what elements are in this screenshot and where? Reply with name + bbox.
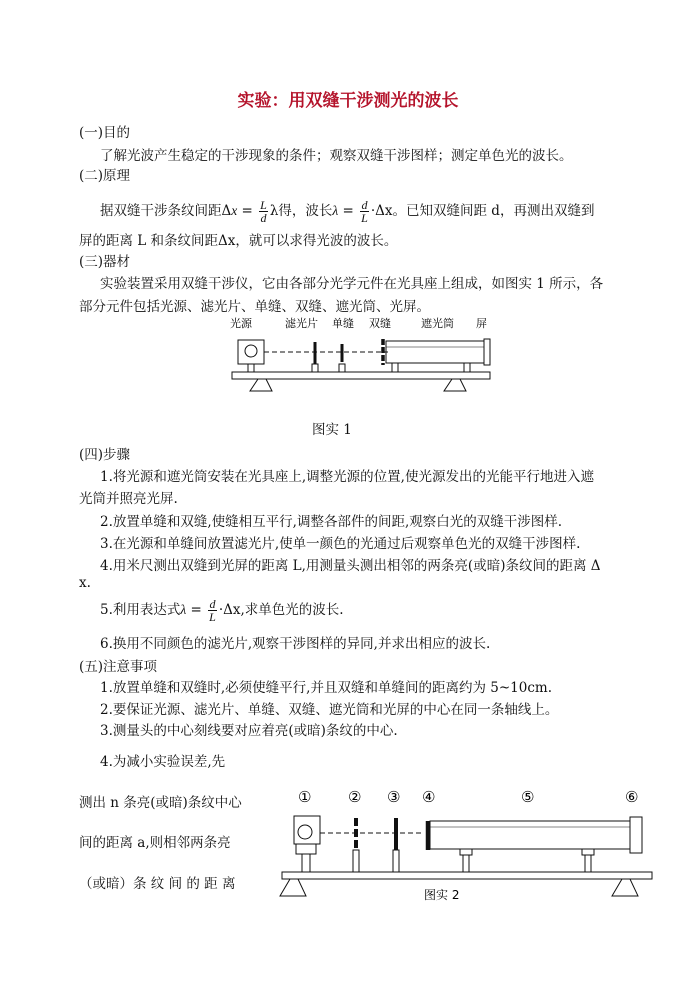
fig2-bench-leg-left — [280, 879, 306, 896]
fig1-bulb-icon — [245, 345, 257, 357]
section-heading-purpose: (一)目的 — [79, 125, 131, 141]
fig1-label-single-slit: 单缝 — [332, 317, 354, 330]
fig2-marker-1: ① — [298, 788, 312, 806]
fig2-screen — [630, 817, 642, 853]
principle-line-2: 屏的距离 L 和条纹间距Δx，就可以求得光波的波长。 — [79, 233, 398, 249]
step-3: 3.在光源和单缝间放置滤光片,使单一颜色的光通过后观察单色光的双缝干涉图样. — [100, 536, 581, 552]
fig2-optical-bench — [282, 872, 652, 879]
fig1-light-source-box — [238, 340, 264, 364]
note-4-line-2: 测出 n 条亮(或暗)条纹中心 — [79, 795, 242, 811]
step-2: 2.放置单缝和双缝,使缝相互平行,调整各部件的间距,观察白光的双缝干涉图样. — [100, 514, 563, 530]
note-1: 1.放置单缝和双缝时,必须使缝平行,并且双缝和单缝间的距离约为 5~10cm. — [100, 680, 552, 696]
note-3: 3.测量头的中心刻线要对应着亮(或暗)条纹的中心. — [100, 723, 398, 739]
fig1-label-tube: 遮光筒 — [421, 317, 454, 330]
step-1-line-2: 光筒并照亮光屏. — [79, 491, 178, 507]
fig1-label-filter: 滤光片 — [285, 317, 318, 330]
figure-1-apparatus — [220, 314, 510, 410]
fraction-d-over-L-step5: $\frac{d}{L}$ — [209, 597, 216, 624]
figure-2-caption: 图实 2 — [424, 888, 460, 902]
section-heading-notes: (五)注意事项 — [79, 659, 158, 675]
note-4-line-4: （或暗）条 纹 间 的 距 离 — [79, 876, 236, 892]
fig1-label-double-slit: 双缝 — [369, 317, 391, 330]
note-2: 2.要保证光源、滤光片、单缝、双缝、遮光筒和光屏的中心在同一条轴线上。 — [100, 702, 559, 718]
fig1-label-light-source: 光源 — [230, 317, 252, 330]
fig2-marker-5: ⑤ — [521, 788, 535, 806]
note-4-line-3: 间的距离 a,则相邻两条亮 — [79, 835, 231, 851]
figure-2-apparatus — [272, 784, 662, 904]
fig1-screen — [484, 339, 490, 365]
figure-1-caption: 图实 1 — [312, 422, 352, 438]
fig2-shade-tube — [430, 821, 630, 849]
page-title: 实验：用双缝干涉测光的波长 — [237, 91, 459, 111]
fig2-bulb-icon — [298, 825, 312, 839]
step-5: 5.利用表达式λ = $\frac{d}{L}$ ·Δx,求单色光的波长. — [100, 597, 344, 624]
fraction-L-over-d: $\frac{L}{d}$ — [260, 198, 267, 225]
equipment-line-1: 实验装置采用双缝干涉仪，它由各部分光学元件在光具座上组成，如图实 1 所示，各 — [100, 276, 604, 292]
step-6: 6.换用不同颜色的滤光片,观察干涉图样的异同,并求出相应的波长. — [100, 636, 491, 652]
section-heading-steps: (四)步骤 — [79, 447, 131, 463]
fig1-label-screen: 屏 — [476, 317, 487, 330]
note-4-line-1: 4.为减小实验误差,先 — [100, 754, 226, 770]
section-heading-equipment: (三)器材 — [79, 254, 131, 270]
step-1-line-1: 1.将光源和遮光筒安装在光具座上,调整光源的位置,使光源发出的光能平行地进入遮 — [100, 469, 594, 485]
step-4-line-2: x. — [79, 575, 91, 591]
principle-line-1: 据双缝干涉条纹间距Δx = $\frac{L}{d}$ λ得，波长λ = $\frac{d}{L}$ ·Δx。已知双缝间距 d，再测出双缝到 — [100, 198, 595, 225]
fig2-marker-2: ② — [348, 788, 362, 806]
fig1-shade-tube — [386, 341, 484, 363]
purpose-text: 了解光波产生稳定的干涉现象的条件；观察双缝干涉图样；测定单色光的波长。 — [100, 148, 573, 164]
step-4-line-1: 4.用米尺测出双缝到光屏的距离 L,用测量头测出相邻的两条亮(或暗)条纹间的距离 Δ — [100, 558, 601, 574]
fig2-marker-6: ⑥ — [625, 788, 639, 806]
equipment-line-2: 部分元件包括光源、滤光片、单缝、双缝、遮光筒、光屏。 — [79, 299, 430, 315]
fig1-bench-leg-right — [444, 379, 466, 391]
section-heading-principle: (二)原理 — [79, 168, 131, 184]
fig1-bench-leg-left — [250, 379, 272, 391]
fig2-marker-4: ④ — [422, 788, 436, 806]
fig2-bench-leg-right — [612, 879, 638, 896]
fig1-optical-bench — [232, 372, 490, 379]
fig2-marker-3: ③ — [387, 788, 401, 806]
fraction-d-over-L: $\frac{d}{L}$ — [361, 198, 368, 225]
